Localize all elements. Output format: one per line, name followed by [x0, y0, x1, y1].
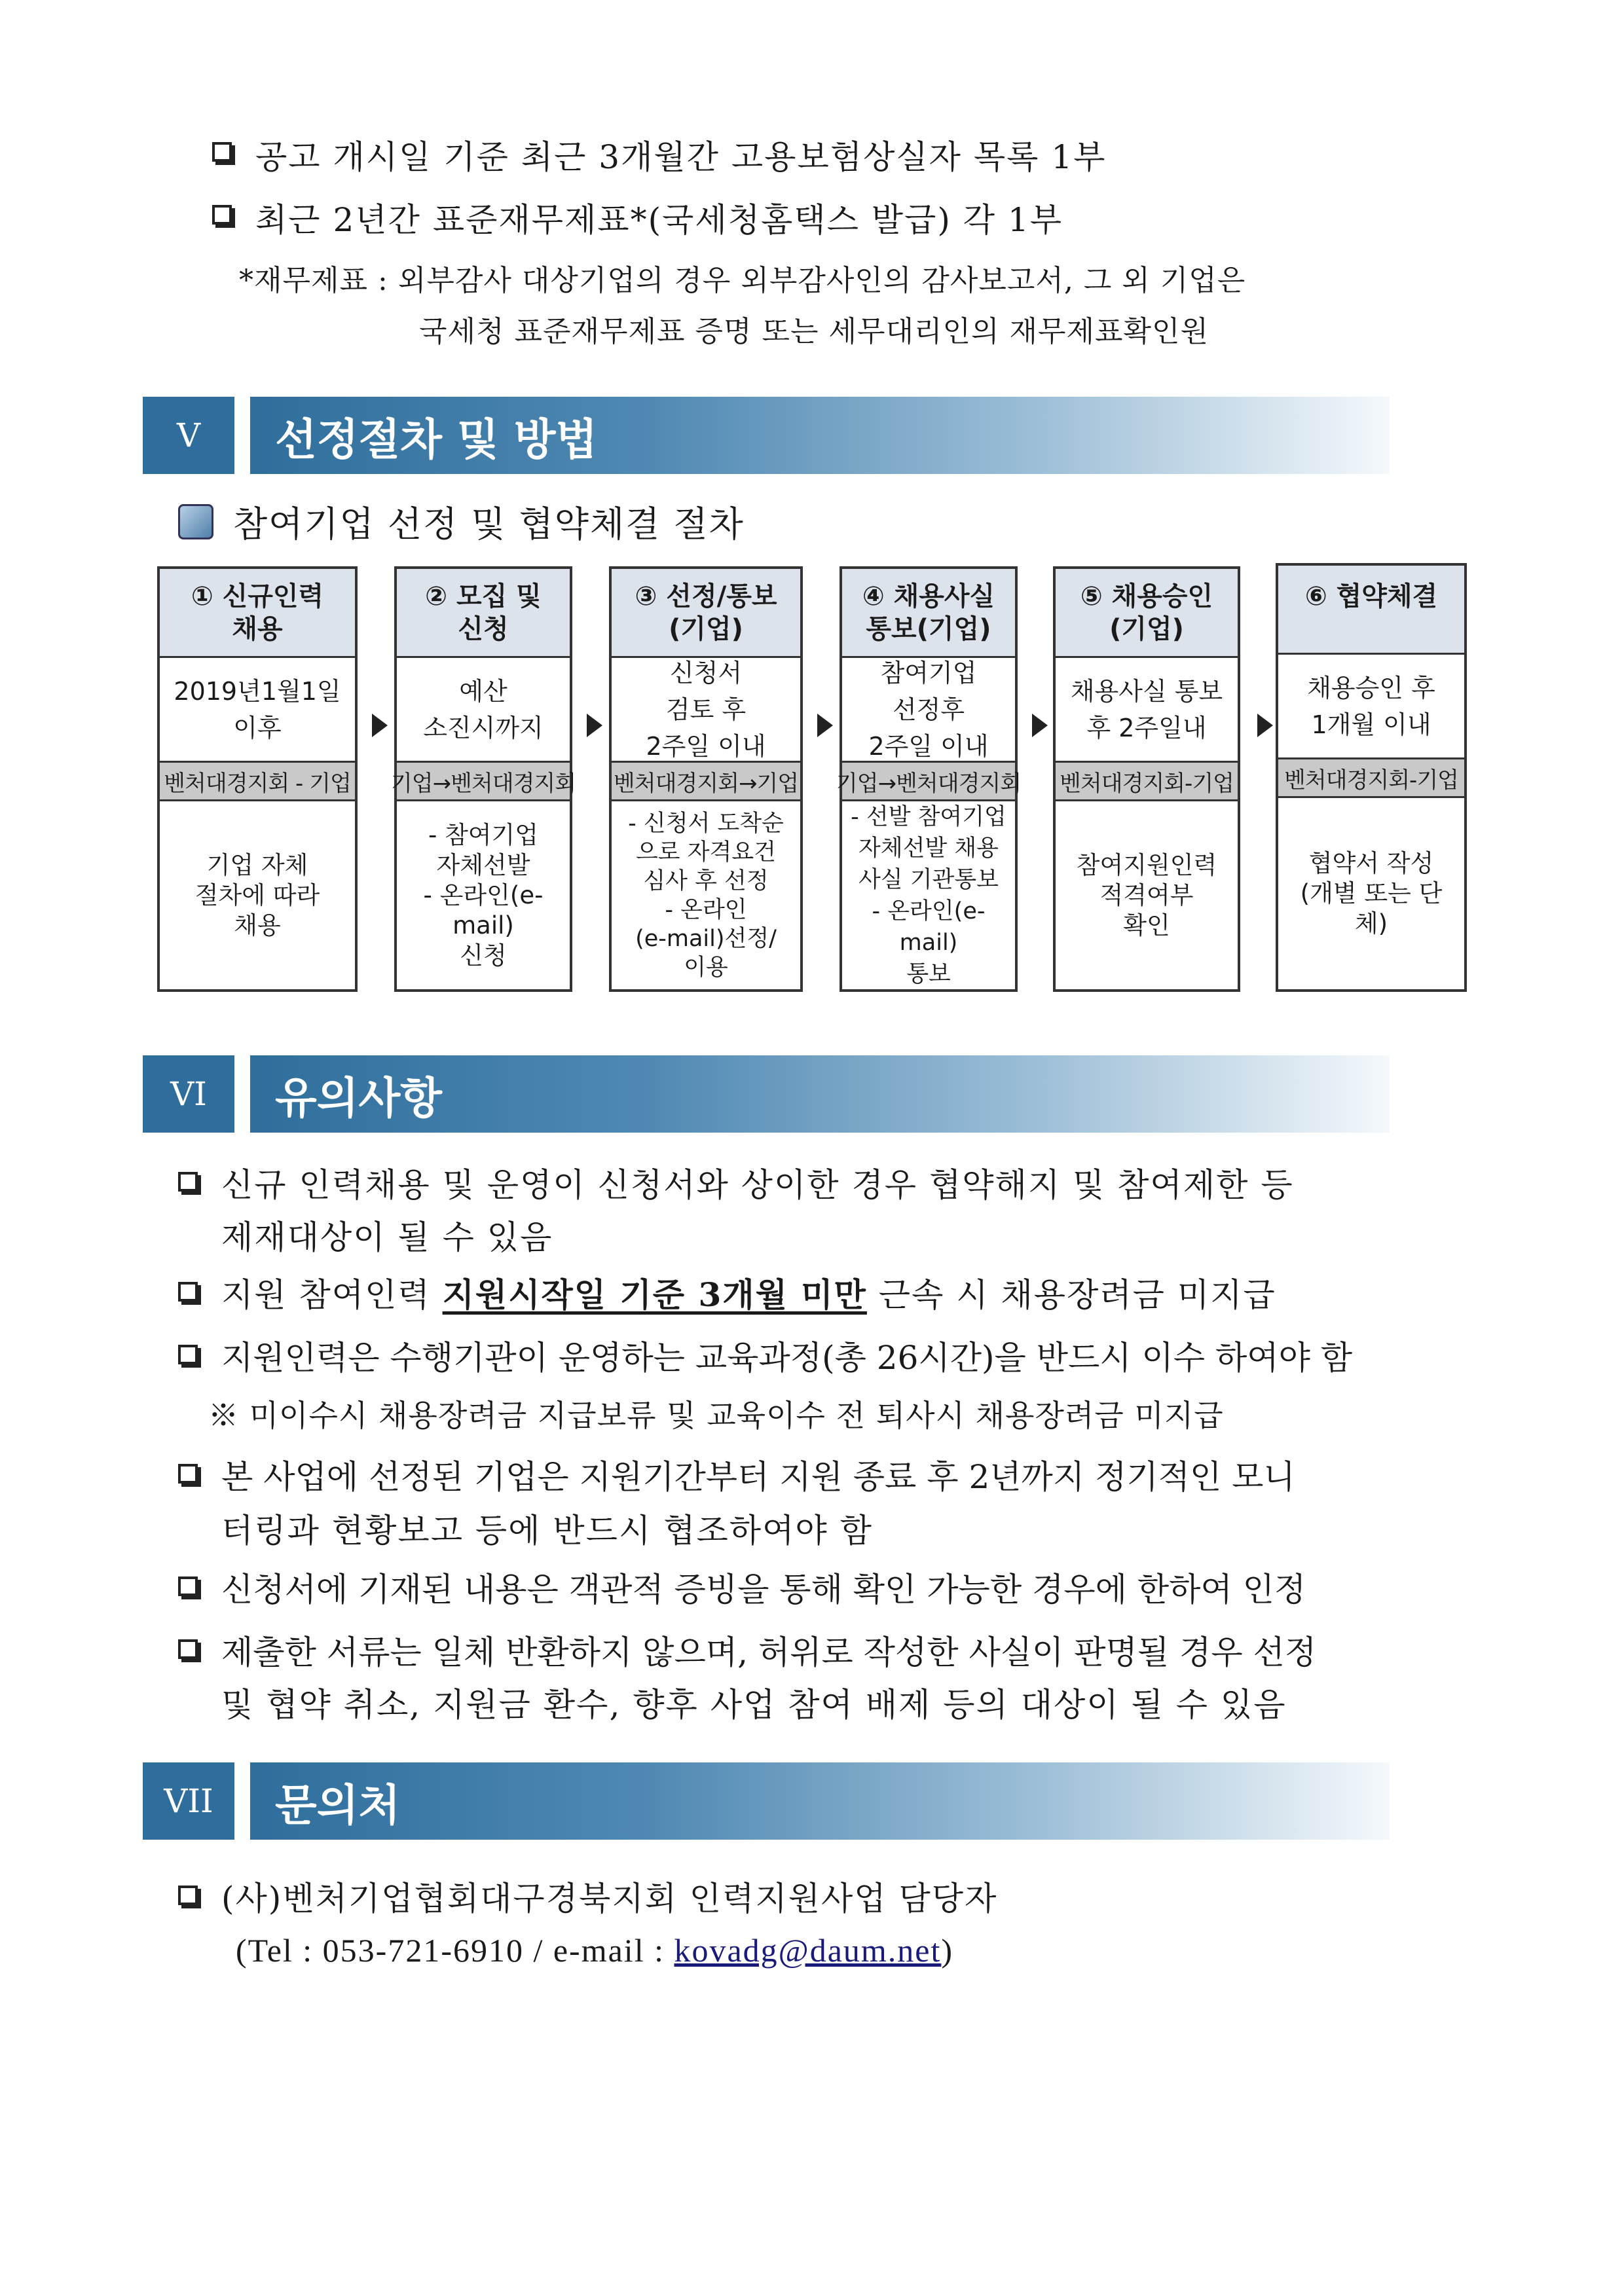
section-5-number: V: [143, 397, 234, 474]
step-description: 참여지원인력 적격여부 확인: [1076, 850, 1217, 939]
step-timing: 예산 소진시까지: [423, 676, 544, 742]
step-description: - 선발 참여기업 자체선발 채용 사실 기관통보 - 온라인(e-mail) 통보: [851, 803, 1006, 987]
notice-2: [221, 1269, 1276, 1316]
arrow-right-icon: [817, 714, 833, 737]
section-7-number: VII: [143, 1762, 234, 1840]
step-description: 기업 자체 절차에 따라 채용: [194, 850, 320, 939]
step-timing: 참여기업 선정후 2주일 이내: [868, 658, 989, 761]
contact-person: (사)벤처기업협회대구경북지회 인력지원사업 담당자: [221, 1880, 998, 1918]
section-5-title: 선정절차 및 방법: [250, 397, 1390, 474]
step-responsible: 벤처대경지회-기업: [1056, 761, 1238, 801]
section-6-title: 유의사항: [250, 1055, 1390, 1133]
checkbox-bullet-icon: [178, 1172, 198, 1192]
step-responsible: 기업→벤처대경지회: [397, 761, 570, 801]
notice-5: 신청서에 기재된 내용은 객관적 증빙을 통해 확인 가능한 경우에 한하여 인정: [221, 1571, 1306, 1609]
notice-1-line1: 신규 인력채용 및 운영이 신청서와 상이한 경우 협약해지 및 참여제한 등: [221, 1166, 1294, 1204]
checkbox-bullet-icon: [178, 1345, 198, 1364]
step-description: - 참여기업 자체선발 - 온라인(e-mail) 신청: [423, 820, 544, 970]
process-step-1: [157, 566, 358, 992]
financial-note-line1: *재무제표 : 외부감사 대상기업의 경우 외부감사인의 감사보고서, 그 외 기업은: [239, 264, 1246, 297]
checkbox-bullet-icon: [212, 205, 232, 225]
step-timing: 채용승인 후 1개월 이내: [1307, 673, 1435, 739]
step-title: ① 신규인력 채용: [160, 569, 355, 658]
notice-1-line2: 제재대상이 될 수 있음: [221, 1218, 553, 1256]
step-title: ④ 채용사실 통보(기업): [842, 569, 1015, 658]
notice-4-line2: 터링과 현황보고 등에 반드시 협조하여야 함: [221, 1512, 873, 1550]
checkbox-bullet-icon: [178, 1576, 198, 1596]
notice-2-emphasis: 지원시작일 기준 3개월 미만: [442, 1275, 867, 1314]
step-responsible: 벤처대경지회-기업: [1278, 757, 1464, 798]
checkbox-bullet-icon: [178, 1464, 198, 1484]
section-6-number: VI: [143, 1055, 234, 1133]
checkbox-bullet-icon: [178, 1886, 198, 1905]
notice-6-line1: 제출한 서류는 일체 반환하지 않으며, 허위로 작성한 사실이 판명될 경우 선정: [221, 1633, 1317, 1671]
notice-3: 지원인력은 수행기관이 운영하는 교육과정(총 26시간)을 반드시 이수 하여야 함: [221, 1339, 1353, 1377]
notice-4-line1: 본 사업에 선정된 기업은 지원기간부터 지원 종료 후 2년까지 정기적인 모니: [221, 1458, 1295, 1496]
step-responsible: 벤처대경지회→기업: [612, 761, 800, 801]
step-responsible: 기업→벤처대경지회: [842, 761, 1015, 801]
step-timing: 신청서 검토 후 2주일 이내: [646, 658, 766, 761]
checkbox-bullet-icon: [178, 1639, 198, 1659]
step-title: ⑥ 협약체결: [1278, 566, 1464, 655]
step-description: 협약서 작성 (개별 또는 단체): [1300, 849, 1443, 938]
process-step-2: [390, 566, 576, 992]
required-doc-2: 최근 2년간 표준재무제표*(국세청홈택스 발급) 각 1부: [255, 201, 1063, 239]
notice-3-note: ※ 미이수시 채용장려금 지급보류 및 교육이수 전 퇴사시 채용장려금 미지급: [208, 1398, 1224, 1433]
process-step-4: [836, 566, 1022, 992]
required-doc-1: 공고 개시일 기준 최근 3개월간 고용보험상실자 목록 1부: [255, 138, 1107, 176]
notice-2-post: 근속 시 채용장려금 미지급: [866, 1276, 1276, 1314]
step-title: ③ 선정/통보 (기업): [612, 569, 800, 658]
process-step-3: [609, 566, 803, 992]
section-5-subtitle: 참여기업 선정 및 협약체결 절차: [233, 503, 745, 545]
process-step-5: [1053, 566, 1240, 992]
contact-details: [236, 1931, 953, 1969]
checkbox-bullet-icon: [178, 1282, 198, 1302]
step-timing: 2019년1월1일 이후: [174, 676, 341, 742]
email-link[interactable]: kovadg@daum.net: [674, 1932, 942, 1969]
arrow-right-icon: [1032, 714, 1048, 737]
notice-2-pre: 지원 참여인력: [221, 1276, 443, 1314]
step-responsible: 벤처대경지회 - 기업: [160, 761, 355, 801]
contact-tel: (Tel : 053-721-6910 / e-mail :: [236, 1932, 674, 1969]
step-title: ② 모집 및 신청: [397, 569, 570, 658]
arrow-right-icon: [587, 714, 602, 737]
section-7-title: 문의처: [250, 1762, 1390, 1840]
arrow-right-icon: [1257, 714, 1273, 737]
financial-note-line2: 국세청 표준재무제표 증명 또는 세무대리인의 재무제표확인원: [419, 315, 1209, 348]
contact-close: ): [941, 1932, 954, 1969]
step-title: ⑤ 채용승인 (기업): [1056, 569, 1238, 658]
process-step-6: [1276, 563, 1467, 992]
checkbox-bullet-icon: [212, 142, 232, 162]
notice-6-line2: 및 협약 취소, 지원금 환수, 향후 사업 참여 배제 등의 대상이 될 수 있음: [221, 1686, 1287, 1724]
arrow-right-icon: [372, 714, 388, 737]
step-timing: 채용사실 통보 후 2주일내: [1070, 676, 1223, 742]
step-description: - 신청서 도착순 으로 자격요건 심사 후 선정 - 온라인 (e-mail)선정/ 이용: [628, 810, 784, 981]
square-bullet-icon: [178, 504, 213, 539]
